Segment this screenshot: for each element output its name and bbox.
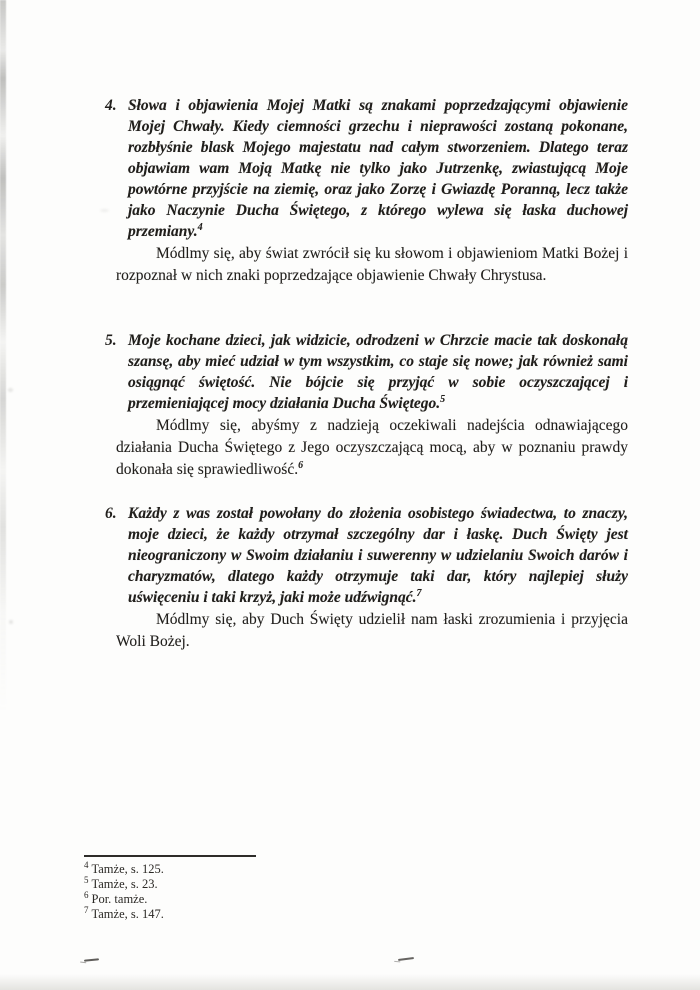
scan-smudge: [9, 620, 13, 624]
footnote-reference: 5: [440, 393, 446, 405]
numbered-paragraph-4: [105, 95, 628, 287]
item-row: [105, 503, 628, 608]
prayer-content: Módlmy się, abyśmy z nadzieją oczekiwali nadejścia odnawiającego działania Ducha Świętego z Jego oczyszczającą mocą, aby w poznaniu prawdy dokonała się sprawiedliwość.: [116, 417, 628, 478]
item-number: 6.: [105, 505, 117, 522]
pen-dash-mark: [398, 957, 414, 961]
item-body-content: Moje kochane dzieci, jak widzicie, odrodzeni w Chrzcie macie tak doskonałą szansę, aby mieć udział w tym wszystkim, co staje się nowe; jak również sami osiągnąć świętość. Nie bójcie się przyjąć w sobie oczyszczającej i przemieniającej mocy działania Ducha Świętego.: [128, 332, 628, 412]
item-row: [105, 330, 628, 414]
footnote-text: Tamże, s. 147.: [91, 907, 164, 921]
prayer-content: Módlmy się, aby Duch Święty udzielił nam łaski zrozumienia i przyjęcia Woli Bożej.: [116, 611, 628, 650]
scan-artifact-bottom-shade: [0, 974, 700, 990]
footnote-reference: 4: [197, 221, 203, 233]
footnote-number: 6: [84, 889, 89, 900]
scan-smudge: [8, 388, 13, 392]
footnote-number: 5: [84, 874, 89, 885]
prayer-paragraph: [116, 415, 628, 481]
pen-dash-mark: [84, 958, 99, 962]
prayer-paragraph: [116, 609, 628, 653]
item-number: 4.: [105, 97, 117, 114]
footnotes-section: [84, 855, 384, 922]
prayer-paragraph: [116, 243, 628, 287]
footnote-line: [84, 889, 384, 907]
item-number: 5.: [105, 332, 117, 349]
footnote-number: 7: [84, 904, 89, 915]
item-body-text: [128, 95, 628, 242]
footnote-separator-rule: [84, 855, 256, 857]
item-row: [105, 95, 628, 242]
footnote-number: 4: [84, 859, 89, 870]
footnote-line: [84, 904, 384, 922]
scan-artifact-left-streak: [0, 0, 6, 712]
item-body-content: Każdy z was został powołany do złożenia osobistego świadectwa, to znaczy, moje dzieci, że każdy otrzymał szczególny dar i łaskę. Duch Święty jest nieograniczony w Swoim działaniu i suwerenny w udzielaniu Swoich darów i charyzmatów, dlatego każdy otrzymuje taki dar, który najlepiej służy uświęceniu i taki krzyż, jaki może udźwignąć.: [128, 505, 628, 606]
footnote-reference: 7: [416, 587, 422, 599]
footnote-text: Tamże, s. 125.: [91, 862, 164, 876]
footnote-text: Por. tamże.: [91, 892, 148, 906]
item-body-text: [128, 503, 628, 608]
footnote-line: [84, 859, 384, 877]
footnote-text: Tamże, s. 23.: [91, 877, 158, 891]
prayer-content: Módlmy się, aby świat zwrócił się ku słowom i objawieniom Matki Bożej i rozpoznał w nich znaki poprzedzające objawienie Chwały Chrystusa.: [116, 245, 628, 284]
numbered-paragraph-6: [105, 503, 628, 653]
item-body-text: [128, 330, 628, 414]
footnote-reference: 6: [298, 459, 304, 471]
item-body-content: Słowa i objawienia Mojej Matki są znakami poprzedzającymi objawienie Mojej Chwały. Kiedy ciemności grzechu i nieprawości zostaną pokonane, rozbłyśnie blask Mojego majestatu nad całym stworzeniem. Dlatego teraz objawiam wam Moją Matkę nie tylko jako Jutrzenkę, zwiastującą Moje powtórne przyjście na ziemię, oraz jako Zorzę i Gwiazdę Poranną, lecz także jako Naczynie Ducha Świętego, z którego wylewa się łaska duchowej przemiany.: [128, 97, 628, 240]
footnote-line: [84, 874, 384, 892]
numbered-paragraph-5: [105, 330, 628, 481]
